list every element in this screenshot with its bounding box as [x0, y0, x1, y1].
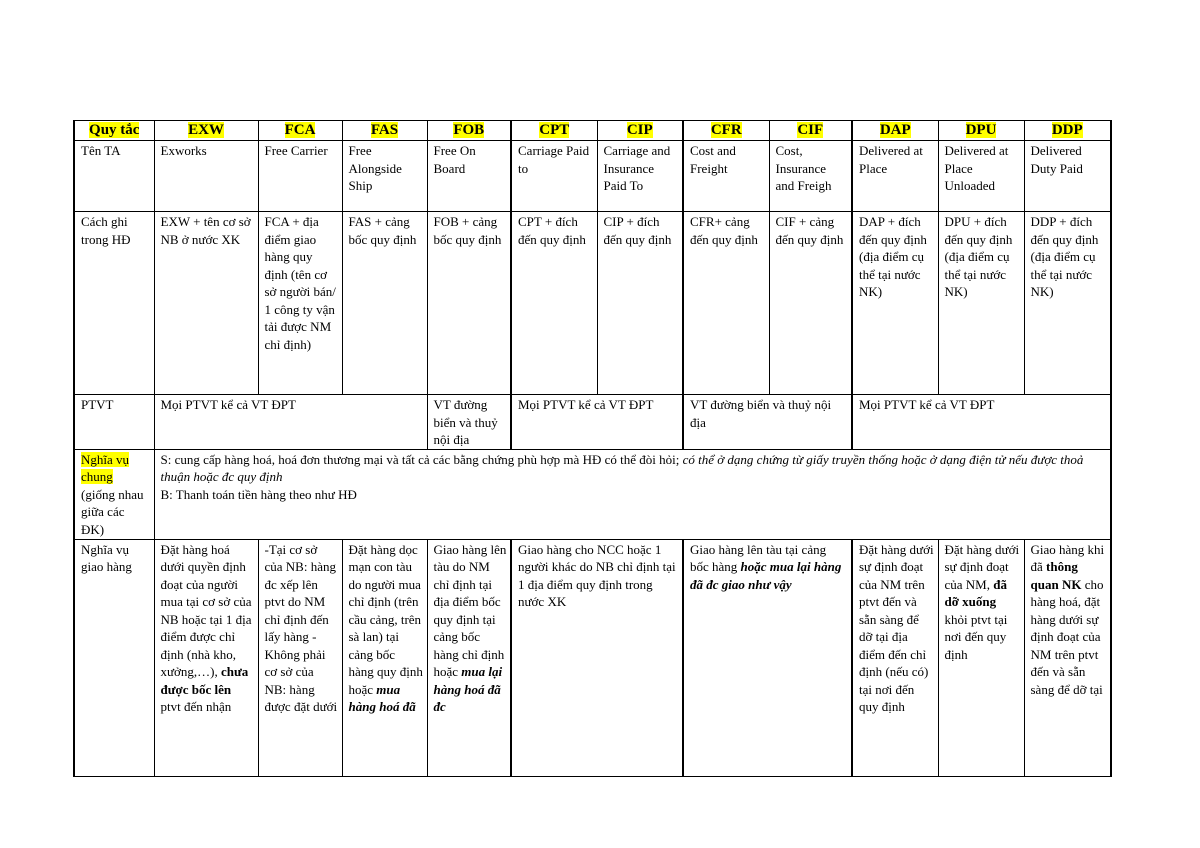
ptvt-group-fas-fob: VT đường biển và thuỷ nội địa: [427, 395, 511, 450]
delivery-dap: Đặt hàng dưới sự định đoạt của NM trên ptvt đến và sẵn sàng để dỡ tại địa điểm đến chỉ định (nếu có) tại nơi đến quy định: [852, 539, 938, 776]
row-label: [74, 449, 154, 539]
row-label: Tên TA: [74, 141, 154, 212]
row-label-note: (giống nhau giữa các ĐK): [81, 486, 144, 537]
row-label: Cách ghi trong HĐ: [74, 212, 154, 395]
row-label: Nghĩa vụ giao hàng: [74, 539, 154, 776]
cell-cpt: CPT + đích đến quy định: [511, 212, 597, 395]
header-cell-dpu: DPU: [938, 121, 1024, 141]
cell-fob: Free On Board: [427, 141, 511, 212]
header-cell-cif: CIF: [769, 121, 852, 141]
row-label: PTVT: [74, 395, 154, 450]
cell-dpu: Delivered at Place Unloaded: [938, 141, 1024, 212]
row-ptvt: [74, 395, 1111, 450]
delivery-dpu: Đặt hàng dưới sự định đoạt của NM, đã dỡ xuống khỏi ptvt tại nơi đến quy định: [938, 539, 1024, 776]
header-cell-fob: FOB: [427, 121, 511, 141]
row-nghia-vu-giao-hang: [74, 539, 1111, 776]
ptvt-group-cfr-cif: VT đường biển và thuỷ nội địa: [683, 395, 852, 450]
header-cell-fca: FCA: [258, 121, 342, 141]
delivery-fca: -Tại cơ sở của NB: hàng đc xếp lên ptvt do NM chỉ định đến lấy hàng -Không phải cơ sở của NB: hàng được đặt dưới: [258, 539, 342, 776]
cell-cip: Carriage and Insurance Paid To: [597, 141, 683, 212]
header-cell-ddp: DDP: [1024, 121, 1111, 141]
cell-ddp: Delivered Duty Paid: [1024, 141, 1111, 212]
cell-cip: CIP + đích đến quy định: [597, 212, 683, 395]
delivery-cfr-cif: Giao hàng lên tàu tại cảng bốc hàng hoặc mua lại hàng đã đc giao như vậy: [683, 539, 852, 776]
cell-fas: FAS + cảng bốc quy định: [342, 212, 427, 395]
cell-dap: DAP + đích đến quy định (địa điểm cụ thể tại nước NK): [852, 212, 938, 395]
header-cell-fas: FAS: [342, 121, 427, 141]
row-label-highlight: Nghĩa vụ chung: [81, 451, 130, 484]
row-ten-ta: [74, 141, 1111, 212]
header-cell-cfr: CFR: [683, 121, 769, 141]
cell-fob: FOB + cảng bốc quy định: [427, 212, 511, 395]
header-cell-cpt: CPT: [511, 121, 597, 141]
cell-cif: Cost, Insurance and Freigh: [769, 141, 852, 212]
cell-cfr: Cost and Freight: [683, 141, 769, 212]
cell-cif: CIF + cảng đến quy định: [769, 212, 852, 395]
ptvt-group-dap-ddp: Mọi PTVT kể cả VT ĐPT: [852, 395, 1111, 450]
cell-exw: EXW + tên cơ sở NB ở nước XK: [154, 212, 258, 395]
cell-fca: FCA + địa điểm giao hàng quy định (tên cơ sở người bán/ 1 công ty vận tải được NM chỉ định): [258, 212, 342, 395]
general-obligations-cell: [154, 449, 1111, 539]
seller-obligation: S: cung cấp hàng hoá, hoá đơn thương mại và tất cả các bằng chứng phù hợp mà HĐ có thể đòi hỏi;: [160, 451, 680, 467]
delivery-ddp: Giao hàng khi đã thông quan NK cho hàng hoá, đặt hàng dưới sự định đoạt của NM trên ptvt đến và sẵn sàng để dỡ tại: [1024, 539, 1111, 776]
cell-dpu: DPU + đích đến quy định (địa điểm cụ thể tại nước NK): [938, 212, 1024, 395]
cell-ddp: DDP + đích đến quy định (địa điểm cụ thể tại nước NK): [1024, 212, 1111, 395]
header-cell-cip: CIP: [597, 121, 683, 141]
cell-cpt: Carriage Paid to: [511, 141, 597, 212]
row-nghia-vu-chung: [74, 449, 1111, 539]
cell-dap: Delivered at Place: [852, 141, 938, 212]
cell-fca: Free Carrier: [258, 141, 342, 212]
seller-obligation-italic: có thể ở dạng chứng từ giấy truyền thống hoặc ở dạng điện tử nếu được thoả thuận hoặc đc quy định: [160, 451, 1084, 484]
header-cell-exw: EXW: [154, 121, 258, 141]
header-row: [74, 121, 1111, 141]
row-cach-ghi: [74, 212, 1111, 395]
cell-exw: Exworks: [154, 141, 258, 212]
incoterms-table: [73, 120, 1112, 777]
header-cell-rule: Quy tắc: [74, 121, 154, 141]
ptvt-group-exw-fca: Mọi PTVT kể cả VT ĐPT: [154, 395, 427, 450]
delivery-fob: Giao hàng lên tàu do NM chỉ định tại địa điểm bốc quy định tại cảng bốc hàng chỉ định hoặc mua lại hàng hoá đã đc: [427, 539, 511, 776]
ptvt-group-cpt-cip: Mọi PTVT kể cả VT ĐPT: [511, 395, 683, 450]
delivery-fas: Đặt hàng dọc mạn con tàu do người mua chỉ định (trên cầu cảng, trên sà lan) tại cảng bốc hàng quy định hoặc mua hàng hoá đã: [342, 539, 427, 776]
cell-cfr: CFR+ cảng đến quy định: [683, 212, 769, 395]
delivery-exw: Đặt hàng hoá dưới quyền định đoạt của người mua tại cơ sở của NB hoặc tại 1 địa điểm được chỉ định (nhà kho, xưởng,…), chưa được bốc lên ptvt đến nhận: [154, 539, 258, 776]
delivery-cpt-cip: Giao hàng cho NCC hoặc 1 người khác do NB chỉ định tại 1 địa điểm quy định trong nước XK: [511, 539, 683, 776]
header-cell-dap: DAP: [852, 121, 938, 141]
cell-fas: Free Alongside Ship: [342, 141, 427, 212]
buyer-obligation: B: Thanh toán tiền hàng theo như HĐ: [160, 486, 357, 502]
